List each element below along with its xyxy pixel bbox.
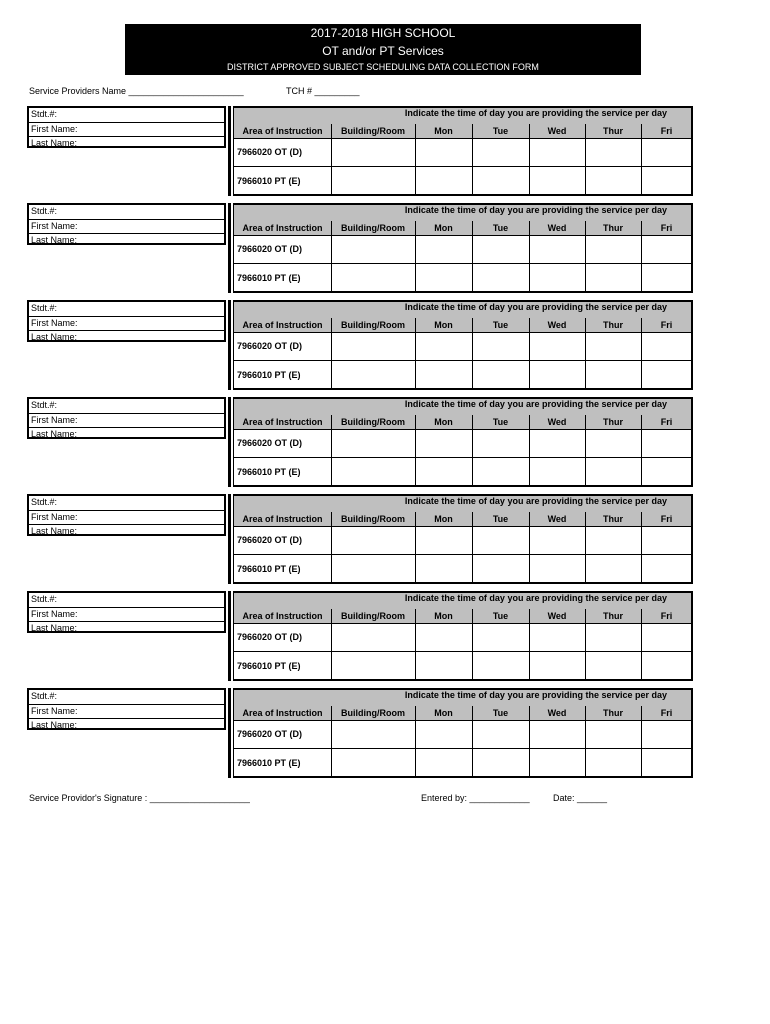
column-divider bbox=[529, 318, 530, 388]
entered-by-field[interactable]: Entered by: ____________ bbox=[421, 793, 530, 803]
column-header: Building/Room bbox=[341, 417, 405, 427]
schedule-column-headers bbox=[234, 124, 691, 139]
column-divider bbox=[415, 124, 416, 194]
schedule-instruction-header bbox=[234, 205, 691, 221]
schedule-instruction-text: Indicate the time of day you are providing the service per day bbox=[404, 205, 667, 215]
column-divider bbox=[529, 609, 530, 679]
first-name-field[interactable]: First Name: bbox=[29, 316, 224, 330]
student-info-box bbox=[27, 397, 226, 439]
column-header: Thur bbox=[603, 417, 623, 427]
student-info-box bbox=[27, 300, 226, 342]
column-header: Area of Instruction bbox=[242, 126, 323, 136]
column-divider bbox=[331, 512, 332, 582]
column-divider bbox=[529, 415, 530, 485]
column-header: Mon bbox=[434, 611, 453, 621]
service-provider-name-field[interactable]: Service Providers Name _______________________ bbox=[29, 86, 244, 96]
form-title-banner bbox=[125, 24, 641, 75]
schedule-table bbox=[233, 494, 693, 584]
schedule-instruction-header bbox=[234, 108, 691, 124]
column-header: Mon bbox=[434, 417, 453, 427]
column-divider bbox=[585, 318, 586, 388]
column-header: Tue bbox=[492, 514, 509, 524]
column-divider bbox=[415, 512, 416, 582]
column-header: Fri bbox=[660, 514, 673, 524]
first-name-field[interactable]: First Name: bbox=[29, 704, 224, 718]
first-name-field[interactable]: First Name: bbox=[29, 510, 224, 524]
last-name-field[interactable]: Last Name: bbox=[29, 621, 224, 635]
column-divider bbox=[331, 318, 332, 388]
column-header: Tue bbox=[492, 611, 509, 621]
last-name-field[interactable]: Last Name: bbox=[29, 233, 224, 247]
schedule-instruction-text: Indicate the time of day you are providing the service per day bbox=[404, 399, 667, 409]
last-name-field[interactable]: Last Name: bbox=[29, 330, 224, 344]
student-block bbox=[27, 106, 693, 196]
column-header: Wed bbox=[547, 708, 567, 718]
row-divider bbox=[234, 360, 691, 361]
student-info-box bbox=[27, 203, 226, 245]
form-title-services: OT and/or PT Services bbox=[322, 44, 444, 58]
schedule-column-headers bbox=[234, 318, 691, 333]
column-header: Fri bbox=[660, 417, 673, 427]
column-header: Wed bbox=[547, 126, 567, 136]
column-divider bbox=[641, 415, 642, 485]
pt-code-label: 7966010 PT (E) bbox=[237, 758, 301, 768]
column-header: Building/Room bbox=[341, 708, 405, 718]
schedule-table bbox=[233, 106, 693, 196]
first-name-field[interactable]: First Name: bbox=[29, 219, 224, 233]
student-block bbox=[27, 397, 693, 487]
student-number-field[interactable]: Stdt.#: bbox=[31, 691, 58, 701]
schedule-instruction-text: Indicate the time of day you are providing the service per day bbox=[404, 108, 667, 118]
schedule-column-headers bbox=[234, 706, 691, 721]
pt-code-label: 7966010 PT (E) bbox=[237, 273, 301, 283]
student-block bbox=[27, 300, 693, 390]
column-header: Wed bbox=[547, 514, 567, 524]
column-divider bbox=[472, 415, 473, 485]
last-name-field[interactable]: Last Name: bbox=[29, 136, 224, 150]
student-block bbox=[27, 688, 693, 778]
last-name-field[interactable]: Last Name: bbox=[29, 524, 224, 538]
date-field[interactable]: Date: ______ bbox=[553, 793, 608, 803]
column-divider bbox=[415, 609, 416, 679]
pt-code-label: 7966010 PT (E) bbox=[237, 564, 301, 574]
pt-code-label: 7966010 PT (E) bbox=[237, 176, 301, 186]
student-number-field[interactable]: Stdt.#: bbox=[31, 303, 58, 313]
schedule-column-headers bbox=[234, 609, 691, 624]
column-header: Area of Instruction bbox=[242, 417, 323, 427]
column-divider bbox=[529, 706, 530, 776]
student-number-field[interactable]: Stdt.#: bbox=[31, 109, 58, 119]
row-divider bbox=[234, 457, 691, 458]
column-divider bbox=[415, 221, 416, 291]
ot-code-label: 7966020 OT (D) bbox=[237, 244, 303, 254]
column-divider bbox=[331, 706, 332, 776]
pt-code-label: 7966010 PT (E) bbox=[237, 661, 301, 671]
column-divider bbox=[641, 124, 642, 194]
column-header: Area of Instruction bbox=[242, 708, 323, 718]
row-divider bbox=[234, 554, 691, 555]
student-info-box bbox=[27, 591, 226, 633]
column-divider bbox=[529, 512, 530, 582]
column-divider bbox=[585, 706, 586, 776]
column-divider bbox=[585, 512, 586, 582]
column-header: Wed bbox=[547, 223, 567, 233]
column-divider bbox=[331, 221, 332, 291]
column-header: Mon bbox=[434, 126, 453, 136]
column-divider bbox=[415, 415, 416, 485]
column-divider bbox=[641, 706, 642, 776]
column-header: Tue bbox=[492, 708, 509, 718]
column-divider bbox=[415, 318, 416, 388]
column-divider bbox=[585, 124, 586, 194]
tch-number-field[interactable]: TCH # _________ bbox=[286, 86, 360, 96]
schedule-table bbox=[233, 591, 693, 681]
schedule-column-headers bbox=[234, 415, 691, 430]
column-divider bbox=[529, 221, 530, 291]
schedule-table bbox=[233, 300, 693, 390]
student-info-box bbox=[27, 688, 226, 730]
column-divider bbox=[472, 706, 473, 776]
column-header: Fri bbox=[660, 708, 673, 718]
column-divider bbox=[331, 124, 332, 194]
column-divider bbox=[472, 318, 473, 388]
column-header: Area of Instruction bbox=[242, 514, 323, 524]
schedule-instruction-text: Indicate the time of day you are providing the service per day bbox=[404, 593, 667, 603]
column-divider bbox=[331, 609, 332, 679]
column-header: Area of Instruction bbox=[242, 320, 323, 330]
schedule-column-headers bbox=[234, 221, 691, 236]
student-number-field[interactable]: Stdt.#: bbox=[31, 497, 58, 507]
column-header: Fri bbox=[660, 126, 673, 136]
column-header: Building/Room bbox=[341, 611, 405, 621]
student-block bbox=[27, 203, 693, 293]
column-header: Building/Room bbox=[341, 320, 405, 330]
schedule-instruction-header bbox=[234, 496, 691, 512]
column-header: Tue bbox=[492, 126, 509, 136]
schedule-table bbox=[233, 688, 693, 778]
pt-code-label: 7966010 PT (E) bbox=[237, 467, 301, 477]
provider-signature-field[interactable]: Service Providor's Signature : ____________________ bbox=[29, 793, 250, 803]
column-header: Tue bbox=[492, 320, 509, 330]
row-divider bbox=[234, 748, 691, 749]
column-header: Thur bbox=[603, 708, 623, 718]
schedule-instruction-text: Indicate the time of day you are providing the service per day bbox=[404, 302, 667, 312]
column-divider bbox=[472, 512, 473, 582]
column-header: Mon bbox=[434, 514, 453, 524]
column-header: Building/Room bbox=[341, 223, 405, 233]
column-header: Wed bbox=[547, 611, 567, 621]
column-header: Mon bbox=[434, 223, 453, 233]
ot-code-label: 7966020 OT (D) bbox=[237, 341, 303, 351]
student-block bbox=[27, 494, 693, 584]
first-name-field[interactable]: First Name: bbox=[29, 413, 224, 427]
column-header: Mon bbox=[434, 708, 453, 718]
column-divider bbox=[331, 415, 332, 485]
column-header: Tue bbox=[492, 417, 509, 427]
column-header: Fri bbox=[660, 320, 673, 330]
student-number-field[interactable]: Stdt.#: bbox=[31, 594, 58, 604]
schedule-instruction-header bbox=[234, 399, 691, 415]
column-divider bbox=[585, 609, 586, 679]
column-header: Wed bbox=[547, 417, 567, 427]
column-divider bbox=[641, 512, 642, 582]
student-number-field[interactable]: Stdt.#: bbox=[31, 206, 58, 216]
form-title-subtitle: DISTRICT APPROVED SUBJECT SCHEDULING DATA COLLECTION FORM bbox=[227, 62, 539, 72]
column-header: Area of Instruction bbox=[242, 611, 323, 621]
student-block bbox=[27, 591, 693, 681]
column-header: Thur bbox=[603, 126, 623, 136]
column-header: Building/Room bbox=[341, 514, 405, 524]
row-divider bbox=[234, 166, 691, 167]
schedule-instruction-text: Indicate the time of day you are providing the service per day bbox=[404, 690, 667, 700]
column-header: Tue bbox=[492, 223, 509, 233]
first-name-field[interactable]: First Name: bbox=[29, 607, 224, 621]
column-divider bbox=[641, 609, 642, 679]
column-divider bbox=[585, 221, 586, 291]
column-divider bbox=[585, 415, 586, 485]
schedule-instruction-text: Indicate the time of day you are providing the service per day bbox=[404, 496, 667, 506]
column-divider bbox=[641, 318, 642, 388]
first-name-field[interactable]: First Name: bbox=[29, 122, 224, 136]
last-name-field[interactable]: Last Name: bbox=[29, 427, 224, 441]
schedule-instruction-header bbox=[234, 690, 691, 706]
column-divider bbox=[529, 124, 530, 194]
column-header: Wed bbox=[547, 320, 567, 330]
column-header: Fri bbox=[660, 611, 673, 621]
schedule-instruction-header bbox=[234, 302, 691, 318]
pt-code-label: 7966010 PT (E) bbox=[237, 370, 301, 380]
ot-code-label: 7966020 OT (D) bbox=[237, 535, 303, 545]
ot-code-label: 7966020 OT (D) bbox=[237, 729, 303, 739]
last-name-field[interactable]: Last Name: bbox=[29, 718, 224, 732]
column-divider bbox=[472, 609, 473, 679]
column-header: Area of Instruction bbox=[242, 223, 323, 233]
row-divider bbox=[234, 263, 691, 264]
form-title-year: 2017-2018 HIGH SCHOOL bbox=[310, 26, 456, 40]
column-divider bbox=[641, 221, 642, 291]
student-info-box bbox=[27, 106, 226, 148]
column-header: Mon bbox=[434, 320, 453, 330]
ot-code-label: 7966020 OT (D) bbox=[237, 147, 303, 157]
column-header: Thur bbox=[603, 611, 623, 621]
column-header: Thur bbox=[603, 223, 623, 233]
schedule-column-headers bbox=[234, 512, 691, 527]
column-header: Building/Room bbox=[341, 126, 405, 136]
student-info-box bbox=[27, 494, 226, 536]
ot-code-label: 7966020 OT (D) bbox=[237, 632, 303, 642]
schedule-table bbox=[233, 397, 693, 487]
schedule-table bbox=[233, 203, 693, 293]
student-number-field[interactable]: Stdt.#: bbox=[31, 400, 58, 410]
ot-code-label: 7966020 OT (D) bbox=[237, 438, 303, 448]
column-header: Thur bbox=[603, 320, 623, 330]
column-header: Fri bbox=[660, 223, 673, 233]
schedule-instruction-header bbox=[234, 593, 691, 609]
column-divider bbox=[415, 706, 416, 776]
column-header: Thur bbox=[603, 514, 623, 524]
row-divider bbox=[234, 651, 691, 652]
column-divider bbox=[472, 221, 473, 291]
column-divider bbox=[472, 124, 473, 194]
